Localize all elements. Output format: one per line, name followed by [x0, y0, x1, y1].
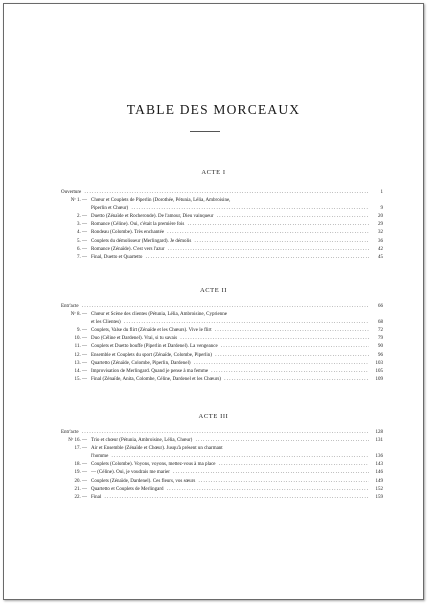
toc-entry: [61, 494, 383, 502]
toc-entry: [61, 376, 383, 384]
page-number: 96: [378, 352, 383, 358]
toc-entry: [61, 303, 383, 311]
toc-entry: [61, 246, 383, 254]
entry-title-wrap: [91, 238, 369, 246]
entry-number: 21. —: [74, 486, 87, 492]
page-number: 105: [375, 368, 383, 374]
page-number: 9: [380, 206, 383, 212]
act-3-list: [61, 429, 383, 502]
entry-title-wrap: [91, 376, 369, 384]
entry-number: 4. —: [77, 230, 87, 236]
toc-entry: [61, 437, 383, 445]
entry-title: Ouverture: [61, 190, 82, 195]
entry-number: 2. —: [77, 214, 87, 220]
entry-title-wrap: [91, 437, 369, 445]
toc-entry: [61, 368, 383, 376]
entry-number: 11. —: [74, 344, 87, 350]
entry-title-wrap: [91, 478, 369, 486]
entry-title-wrap: [91, 319, 369, 327]
act-2-list: [61, 303, 383, 384]
entry-title-wrap: [61, 429, 369, 437]
entry-title: Couplets (Zénaïde, Dardenel). Ces fleurs, vos sœurs: [91, 478, 196, 484]
page-number: 32: [378, 230, 383, 236]
entry-number: Nᵒ 1. —: [70, 198, 87, 204]
entry-title-wrap: [91, 343, 369, 351]
entry-title-wrap: [91, 221, 369, 229]
page-number: 146: [375, 470, 383, 476]
toc-entry: [61, 478, 383, 486]
act-heading: ACTE II: [199, 287, 228, 294]
entry-title: — (Céline). Oui, je voudrais me marier: [91, 470, 170, 476]
page-number: 68: [378, 320, 383, 326]
entry-title-wrap: [91, 494, 369, 502]
entry-number: 12. —: [74, 352, 87, 358]
toc-entry: [61, 311, 383, 319]
page-number: 159: [375, 494, 383, 500]
page-number: 36: [378, 238, 383, 244]
toc-entry: [61, 319, 383, 327]
entry-title-wrap: [91, 229, 369, 237]
entry-title: Couplets, Valse du flirt (Zénaïde et les Chœurs). Vive le flirt: [91, 328, 212, 334]
document-page: [3, 3, 424, 600]
toc-entry: [61, 343, 383, 351]
toc-entry: [61, 461, 383, 469]
entry-title-wrap: [91, 254, 369, 262]
title-rule: [190, 131, 220, 132]
toc-entry: [61, 213, 383, 221]
entry-title: Trio et chœur (Pétunia, Ambroisine, Lélia, Chœur): [91, 438, 193, 444]
act-heading: ACTE III: [198, 413, 229, 420]
toc-entry: [61, 197, 383, 205]
entry-title-wrap: [91, 445, 369, 453]
entry-title: Duetto (Zénaïde et Rocheronde). De l'amour, Dieu vainqueur: [91, 214, 214, 220]
entry-number: Nᵒ 16. —: [68, 438, 87, 444]
page-number: 1: [380, 190, 383, 195]
entry-title-wrap: [91, 469, 369, 477]
act-1-list: [61, 189, 383, 262]
entry-title: Chœur et Couplets de Piperlin (Dorothée, Pétunia, Lélia, Ambroisine,: [91, 198, 231, 204]
entry-title: Couplets (Colombe). Voyons, voyons, mettez-vous à ma place: [91, 462, 216, 468]
page-number: 128: [375, 430, 383, 435]
entry-number: 15. —: [74, 376, 87, 382]
entry-number: 10. —: [74, 336, 87, 342]
entry-title: Entr'acte: [61, 304, 79, 309]
page-number: 42: [378, 246, 383, 252]
entry-title-wrap: [91, 213, 369, 221]
entry-title: et les Clientes): [91, 320, 121, 326]
page-title: TABLE DES MORCEAUX: [126, 102, 301, 117]
entry-title: Quartetto et Couplets de Merlingard: [91, 486, 164, 492]
entry-number: 6. —: [77, 246, 87, 252]
entry-title-wrap: [91, 311, 369, 319]
entry-title: Couplets et Duetto bouffe (Piperlin et Dardenel). La vengeance: [91, 344, 218, 350]
entry-number: 19. —: [74, 470, 87, 476]
entry-title-wrap: [91, 205, 369, 213]
entry-title: Chœur et Scène des clientes (Pétunia, Lélia, Ambroisine, Cyprienne: [91, 312, 227, 318]
entry-title: Piperlin et Chœur): [91, 206, 129, 212]
toc-entry: [61, 453, 383, 461]
entry-title: Final (Zénaïde, Anita, Colombe, Céline, Dardenel et les Chœurs): [91, 376, 221, 382]
entry-title: l'homme: [91, 454, 109, 460]
entry-title: Quartetto (Zénaïde, Colombe, Piperlin, Dardenel): [91, 360, 191, 366]
page-number: 109: [375, 376, 383, 382]
page-number: 152: [375, 486, 383, 492]
entry-number: Nᵒ 8. —: [70, 312, 87, 318]
entry-title-wrap: [91, 368, 369, 376]
page-number: 136: [375, 454, 383, 460]
entry-number: 20. —: [74, 478, 87, 484]
page-number: 29: [378, 222, 383, 228]
toc-entry: [61, 429, 383, 437]
page-number: 72: [378, 328, 383, 334]
entry-title-wrap: [91, 352, 369, 360]
toc-entry: [61, 205, 383, 213]
entry-number: 9. —: [77, 328, 87, 334]
entry-title: Romance (Céline). Oui, c'était la première fois: [91, 222, 185, 228]
entry-title-wrap: [91, 197, 369, 205]
entry-title-wrap: [91, 246, 369, 254]
toc-entry: [61, 335, 383, 343]
page-number: 45: [378, 254, 383, 260]
entry-title: Final: [91, 494, 102, 500]
page-number: 20: [378, 214, 383, 220]
entry-title-wrap: [91, 335, 369, 343]
entry-title: Duo (Céline et Dardenel). Vrai, si tu savais: [91, 336, 178, 342]
toc-entry: [61, 486, 383, 494]
entry-title: Couplets du démolisseur (Merlingard). Je démolis: [91, 238, 192, 244]
entry-title: Ensemble et Couplets du sport (Zénaïde, Colombe, Piperlin): [91, 352, 212, 358]
toc-entry: [61, 221, 383, 229]
toc-entry: [61, 445, 383, 453]
toc-entry: [61, 327, 383, 335]
entry-number: 18. —: [74, 462, 87, 468]
toc-entry: [61, 360, 383, 368]
act-heading: ACTE I: [201, 169, 226, 176]
entry-number: 22. —: [74, 494, 87, 500]
entry-title-wrap: [91, 453, 369, 461]
entry-title: Final, Duetto et Quartetto: [91, 254, 143, 260]
entry-title-wrap: [61, 303, 369, 311]
toc-entry: [61, 189, 383, 197]
toc-entry: [61, 229, 383, 237]
entry-number: 3. —: [77, 222, 87, 228]
page-number: 66: [378, 304, 383, 309]
entry-title: Rondeau (Colombe). Très enchantée: [91, 230, 165, 236]
page-number: 103: [375, 360, 383, 366]
entry-title: Air et Ensemble (Zénaïde et Chœur). Jusqu'à présent un charmant: [91, 446, 223, 452]
entry-title-wrap: [91, 360, 369, 368]
entry-title-wrap: [91, 461, 369, 469]
entry-title-wrap: [91, 486, 369, 494]
toc-entry: [61, 238, 383, 246]
entry-number: 14. —: [74, 368, 87, 374]
entry-title: Romance (Zénaïde). C'est vers l'azur: [91, 246, 165, 252]
page-number: 90: [378, 344, 383, 350]
entry-number: 5. —: [77, 238, 87, 244]
page-number: 131: [375, 438, 383, 444]
toc-entry: [61, 469, 383, 477]
entry-number: 7. —: [77, 254, 87, 260]
entry-number: 17. —: [74, 446, 87, 452]
entry-title: Entr'acte: [61, 430, 79, 435]
page-number: 143: [375, 462, 383, 468]
page-number: 79: [378, 336, 383, 342]
toc-entry: [61, 352, 383, 360]
entry-title-wrap: [91, 327, 369, 335]
entry-title-wrap: [61, 189, 369, 197]
page-number: 149: [375, 478, 383, 484]
toc-entry: [61, 254, 383, 262]
entry-title: Improvisation de Merlingard. Quand je pense à ma femme: [91, 368, 209, 374]
entry-number: 13. —: [74, 360, 87, 366]
